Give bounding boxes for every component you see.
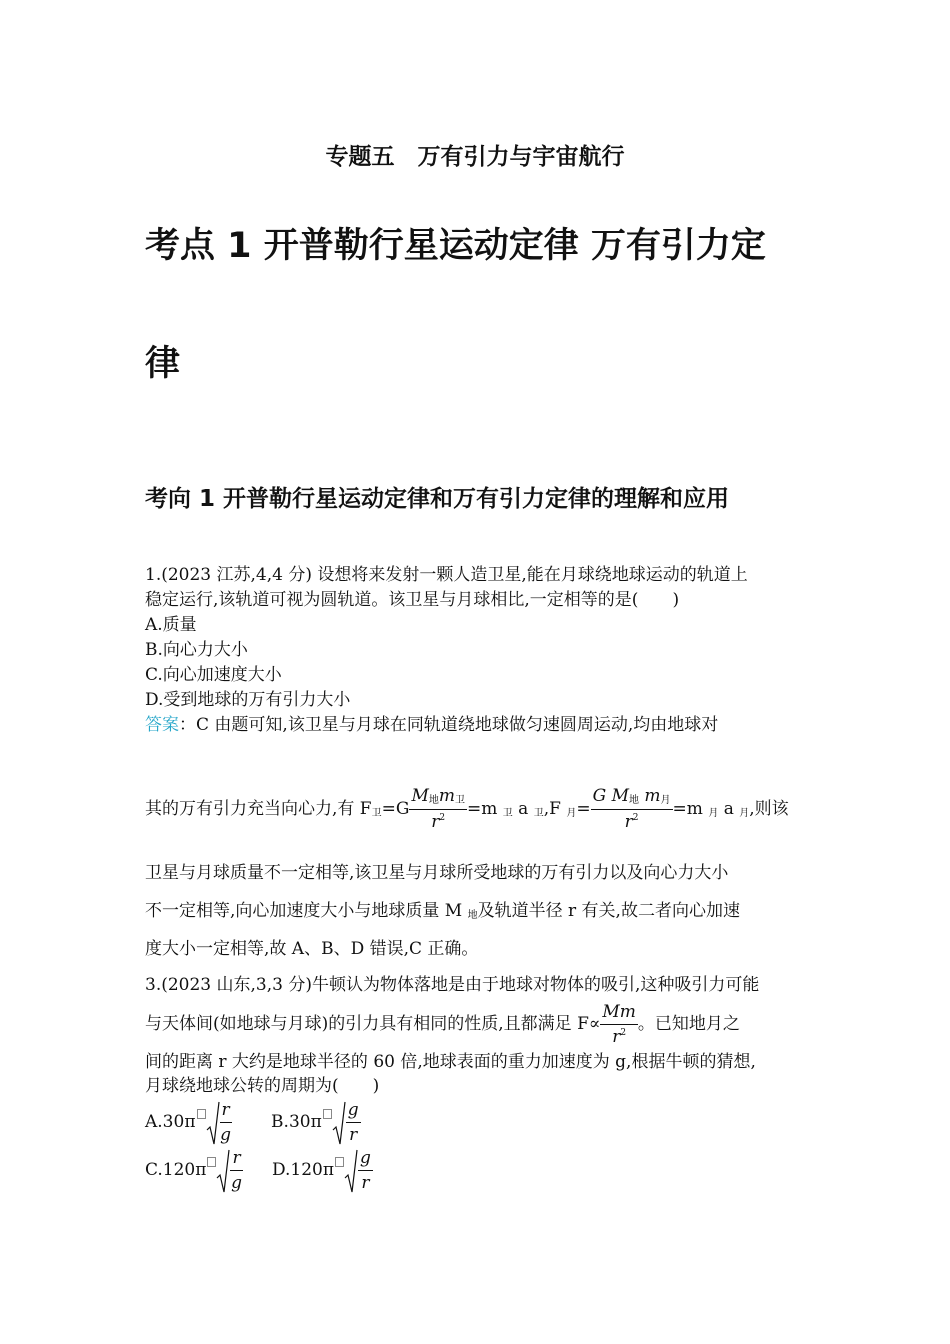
q3-stem-line2: 与天体间(如地球与月球)的引力具有相同的性质,且都满足 F∝ $\frac{Mm}{r^2}$ 。已知地月之 bbox=[145, 1001, 740, 1047]
q1-option-d: D.受到地球的万有引力大小 bbox=[145, 690, 351, 710]
q3-options-row2 bbox=[145, 1146, 373, 1195]
document-title: 专题五 万有引力与宇宙航行 bbox=[325, 144, 625, 170]
q3-option-d: D.120π $\frac{g}{r}$ bbox=[271, 1147, 371, 1193]
q3-stem-line1: 3.(2023 山东,3,3 分)牛顿认为物体落地是由于地球对物体的吸引,这种吸引力可能 bbox=[145, 975, 760, 995]
subsection-heading: 考向 1 开普勒行星运动定律和万有引力定律的理解和应用 bbox=[145, 486, 730, 512]
q1-answer-line5: 度大小一定相等,故 A、B、D 错误,C 正确。 bbox=[145, 939, 479, 959]
section-heading-line2: 律 bbox=[145, 344, 181, 384]
q1-option-b: B.向心力大小 bbox=[145, 640, 248, 660]
q3-options-row1 bbox=[145, 1098, 361, 1147]
q3-option-b: B.30π $\frac{g}{r}$ bbox=[271, 1099, 359, 1145]
sqrt-icon bbox=[216, 1147, 230, 1195]
q1-option-c: C.向心加速度大小 bbox=[145, 665, 282, 685]
sqrt-icon bbox=[332, 1099, 346, 1147]
proportional-fraction: $\frac{Mm}{r^2}$ bbox=[602, 1001, 636, 1047]
placeholder-box bbox=[323, 1109, 332, 1119]
answer-text: ：C 由题可知,该卫星与月球在同轨道绕地球做匀速圆周运动,均由地球对 bbox=[179, 715, 719, 735]
placeholder-box bbox=[335, 1157, 344, 1167]
gravity-fraction-2: $\frac{G M_地 m_月}{r^2}$ bbox=[592, 786, 671, 832]
sqrt-icon bbox=[344, 1147, 358, 1195]
q1-answer-line4: 不一定相等,向心加速度大小与地球质量 M $_地$及轨道半径 r 有关,故二者向心加速 bbox=[145, 901, 740, 921]
q1-stem-line1: 1.(2023 江苏,4,4 分) 设想将来发射一颗人造卫星,能在月球绕地球运动的轨道上 bbox=[145, 565, 748, 585]
placeholder-box bbox=[197, 1109, 206, 1119]
q3-option-c: C.120π $\frac{r}{g}$ bbox=[145, 1147, 242, 1193]
sqrt-icon bbox=[206, 1099, 220, 1147]
q1-answer-line1 bbox=[145, 713, 718, 737]
section-heading-line1: 考点 1 开普勒行星运动定律 万有引力定 bbox=[145, 226, 766, 266]
q1-answer-line3: 卫星与月球质量不一定相等,该卫星与月球所受地球的万有引力以及向心力大小 bbox=[145, 863, 729, 883]
placeholder-box bbox=[207, 1157, 216, 1167]
answer-label: 答案 bbox=[145, 715, 179, 735]
q1-stem-line2: 稳定运行,该轨道可视为圆轨道。该卫星与月球相比,一定相等的是( ) bbox=[145, 590, 680, 610]
gravity-fraction-1: $\frac{M_地m_卫}{r^2}$ bbox=[411, 786, 465, 832]
q3-option-a: A.30π $\frac{r}{g}$ bbox=[145, 1099, 232, 1145]
q3-stem-line4: 月球绕地球公转的周期为( ) bbox=[145, 1076, 380, 1096]
q1-option-a: A.质量 bbox=[145, 615, 197, 635]
q1-answer-line2: 其的万有引力充当向心力,有 $F_卫=G$ $\frac{M_地m_卫}{r^2}$ =m $_卫$ a $_卫$,F $_月$= $\frac{G M_地 m_月}{r^2}$ =m $_月$ a $_月$,则该 bbox=[145, 786, 789, 832]
q3-stem-line3: 间的距离 r 大约是地球半径的 60 倍,地球表面的重力加速度为 g,根据牛顿的猜想, bbox=[145, 1052, 756, 1072]
